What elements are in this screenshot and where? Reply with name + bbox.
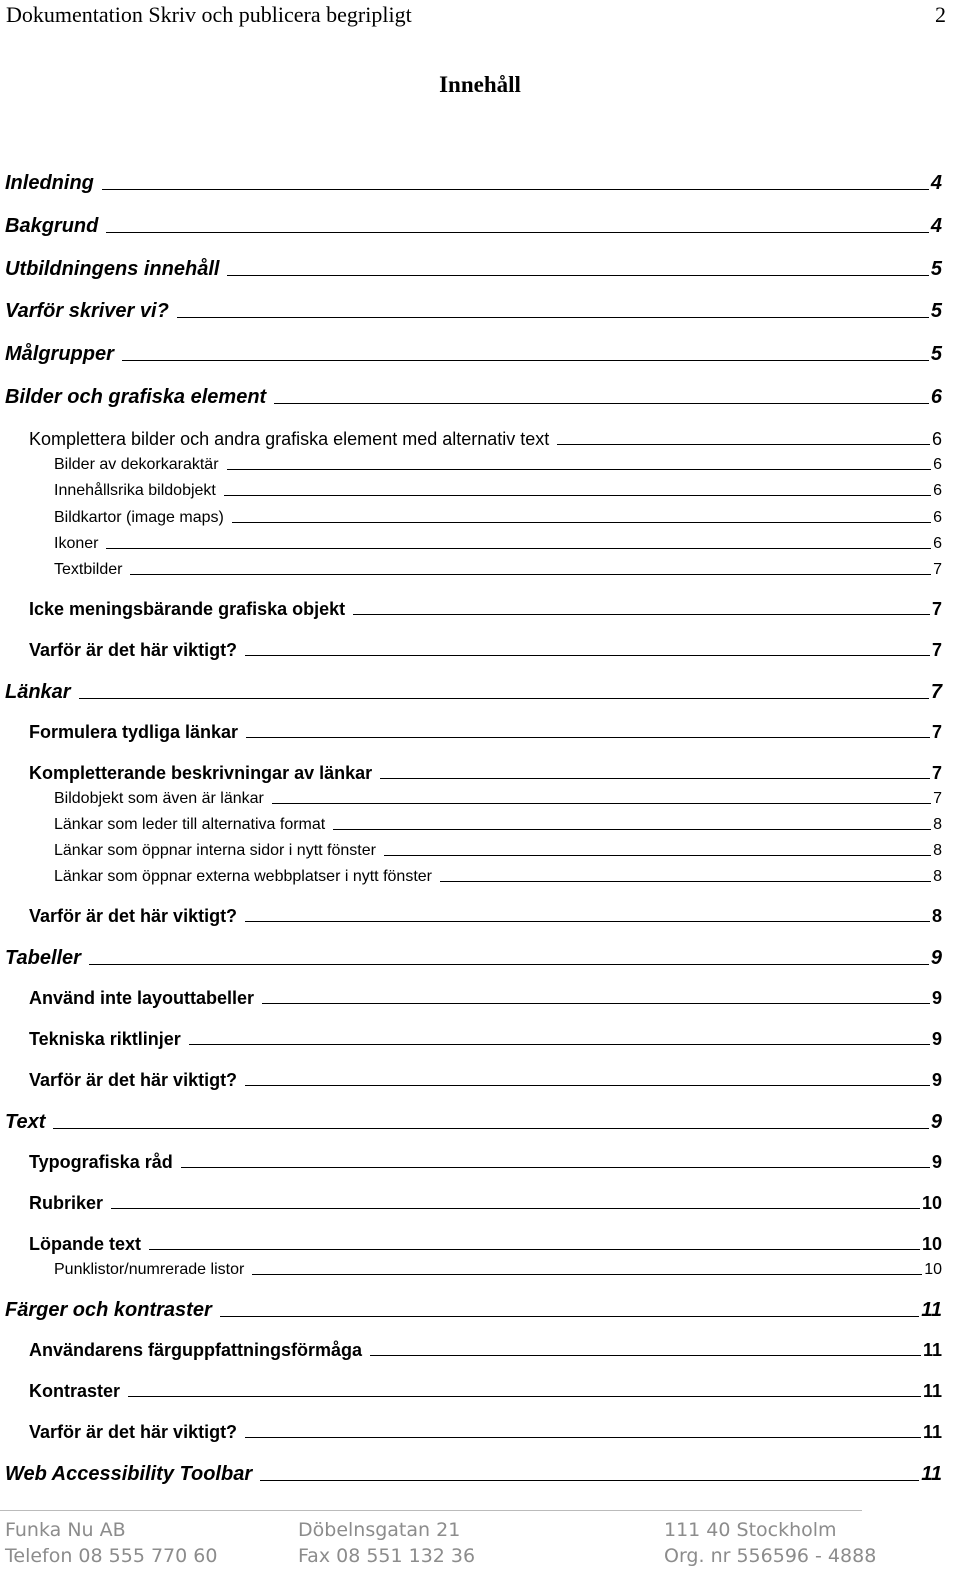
toc-entry-label: Användarens färguppfattningsförmåga <box>29 1340 363 1360</box>
toc-leader-line <box>245 1085 930 1086</box>
toc-entry-label: Målgrupper <box>5 343 114 365</box>
toc-entry-label: Utbildningens innehåll <box>5 258 220 280</box>
toc-leader-line <box>189 1044 930 1045</box>
footer-company: Funka Nu AB <box>5 1519 126 1541</box>
toc-entry-page: 9 <box>931 1029 942 1049</box>
toc-entry[interactable] <box>54 561 942 579</box>
toc-leader-line <box>384 855 931 856</box>
toc-entry-page: 9 <box>930 1111 942 1133</box>
toc-leader-line <box>111 1208 920 1209</box>
toc-entry-label: Kontraster <box>29 1381 121 1401</box>
document-title: Dokumentation Skriv och publicera begripligt <box>6 2 412 27</box>
toc-entry-page: 6 <box>933 509 942 526</box>
footer-phone: Telefon 08 555 770 60 <box>5 1545 218 1567</box>
toc-entry[interactable] <box>5 1463 942 1486</box>
toc-entry[interactable] <box>5 343 942 366</box>
toc-entry-page: 9 <box>931 988 942 1008</box>
toc-entry[interactable] <box>54 842 942 860</box>
footer-street: Döbelnsgatan 21 <box>298 1519 461 1541</box>
toc-entry[interactable] <box>5 215 942 238</box>
toc-entry-page: 4 <box>930 172 942 194</box>
toc-entry-label: Tabeller <box>5 947 81 969</box>
toc-leader-line <box>252 1274 922 1275</box>
toc-entry[interactable] <box>5 947 942 970</box>
toc-entry[interactable] <box>29 1381 942 1402</box>
toc-entry-label: Länkar som öppnar externa webbplatser i nytt fönster <box>54 868 432 885</box>
toc-leader-line <box>128 1396 921 1397</box>
toc-entry-label: Web Accessibility Toolbar <box>5 1463 253 1485</box>
toc-entry-label: Varför skriver vi? <box>5 300 169 322</box>
toc-entry[interactable] <box>54 790 942 808</box>
toc-entry-label: Ikoner <box>54 535 99 552</box>
toc-leader-line <box>380 778 930 779</box>
toc-leader-line <box>245 921 930 922</box>
toc-leader-line <box>181 1167 930 1168</box>
toc-entry-page: 6 <box>933 535 942 552</box>
toc-leader-line <box>557 444 930 445</box>
toc-entry-label: Inledning <box>5 172 94 194</box>
toc-entry-label: Länkar som leder till alternativa format <box>54 816 326 833</box>
toc-entry-page: 11 <box>921 1463 942 1485</box>
toc-entry[interactable] <box>29 1152 942 1173</box>
toc-leader-line <box>220 1316 920 1317</box>
toc-heading: Innehåll <box>439 72 521 97</box>
toc-entry-label: Färger och kontraster <box>5 1299 212 1321</box>
toc-entry-page: 11 <box>922 1422 942 1442</box>
toc-entry-page: 11 <box>922 1381 942 1401</box>
toc-entry-label: Icke meningsbärande grafiska objekt <box>29 599 346 619</box>
footer-divider <box>0 1510 862 1511</box>
toc-entry[interactable] <box>5 681 942 704</box>
toc-leader-line <box>89 964 929 965</box>
footer-city: 111 40 Stockholm <box>664 1519 837 1541</box>
toc-entry[interactable] <box>29 988 942 1009</box>
toc-entry[interactable] <box>54 482 942 500</box>
toc-entry[interactable] <box>29 599 942 620</box>
toc-entry-label: Kompletterande beskrivningar av länkar <box>29 763 373 783</box>
toc-entry-label: Länkar som öppnar interna sidor i nytt fönster <box>54 842 376 859</box>
toc-entry[interactable] <box>5 172 942 195</box>
toc-entry-label: Formulera tydliga länkar <box>29 722 239 742</box>
toc-entry-page: 7 <box>931 640 942 660</box>
toc-entry-page: 6 <box>931 429 942 449</box>
toc-entry-label: Bilder av dekorkaraktär <box>54 456 219 473</box>
toc-entry-page: 9 <box>930 947 942 969</box>
toc-entry-page: 8 <box>933 816 942 833</box>
toc-leader-line <box>177 317 929 318</box>
toc-entry[interactable] <box>29 429 942 450</box>
toc-leader-line <box>353 614 930 615</box>
toc-entry-label: Typografiska råd <box>29 1152 173 1172</box>
toc-entry-label: Varför är det här viktigt? <box>29 1422 238 1442</box>
toc-entry-page: 10 <box>921 1234 942 1254</box>
toc-leader-line <box>106 548 931 549</box>
toc-leader-line <box>440 881 931 882</box>
toc-entry-page: 10 <box>921 1193 942 1213</box>
toc-entry-label: Innehållsrika bildobjekt <box>54 482 216 499</box>
toc-entry-page: 6 <box>933 482 942 499</box>
toc-leader-line <box>79 698 929 699</box>
toc-entry-label: Varför är det här viktigt? <box>29 640 238 660</box>
toc-entry-label: Varför är det här viktigt? <box>29 1070 238 1090</box>
toc-leader-line <box>232 522 931 523</box>
toc-entry-label: Text <box>5 1111 46 1133</box>
toc-leader-line <box>274 403 929 404</box>
toc-leader-line <box>245 1437 921 1438</box>
toc-entry-page: 7 <box>931 599 942 619</box>
page-header <box>6 0 954 30</box>
toc-entry[interactable] <box>29 906 942 927</box>
toc-entry[interactable] <box>29 1234 942 1255</box>
toc-entry-page: 9 <box>931 1152 942 1172</box>
toc-entry-page: 7 <box>930 681 942 703</box>
toc-entry-label: Tekniska riktlinjer <box>29 1029 181 1049</box>
toc-entry-label: Bilder och grafiska element <box>5 386 267 408</box>
toc-entry[interactable] <box>29 1070 942 1091</box>
toc-entry[interactable] <box>5 258 942 281</box>
toc-entry-page: 11 <box>921 1299 942 1321</box>
toc-entry-label: Bildobjekt som även är länkar <box>54 790 264 807</box>
toc-entry[interactable] <box>29 640 942 661</box>
toc-entry-label: Rubriker <box>29 1193 104 1213</box>
toc-entry-label: Löpande text <box>29 1234 142 1254</box>
toc-entry-page: 6 <box>930 386 942 408</box>
toc-entry[interactable] <box>29 1193 942 1214</box>
toc-leader-line <box>102 189 929 190</box>
toc-entry-label: Använd inte layouttabeller <box>29 988 255 1008</box>
toc-leader-line <box>272 803 931 804</box>
toc-entry[interactable] <box>5 386 942 409</box>
toc-entry[interactable] <box>29 1029 942 1050</box>
toc-entry[interactable] <box>29 722 942 743</box>
toc-entry[interactable] <box>54 1261 942 1279</box>
toc-leader-line <box>122 360 929 361</box>
toc-leader-line <box>227 275 928 276</box>
toc-leader-line <box>227 469 932 470</box>
toc-entry-label: Punklistor/numrerade listor <box>54 1261 245 1278</box>
toc-entry[interactable] <box>54 868 942 886</box>
toc-entry-page: 5 <box>930 300 942 322</box>
toc-entry-page: 8 <box>931 906 942 926</box>
toc-entry[interactable] <box>5 1111 942 1134</box>
toc-entry[interactable] <box>54 535 942 553</box>
toc-entry-label: Länkar <box>5 681 71 703</box>
toc-entry-page: 7 <box>931 763 942 783</box>
toc-leader-line <box>224 495 931 496</box>
toc-leader-line <box>106 232 929 233</box>
toc-entry[interactable] <box>54 509 942 527</box>
toc-entry-page: 8 <box>933 868 942 885</box>
toc-entry[interactable] <box>29 1340 942 1361</box>
toc-leader-line <box>370 1355 921 1356</box>
toc-entry-page: 8 <box>933 842 942 859</box>
toc-entry-page: 7 <box>933 561 942 578</box>
toc-entry[interactable] <box>5 1299 942 1322</box>
toc-entry[interactable] <box>54 456 942 474</box>
toc-entry-page: 6 <box>933 456 942 473</box>
footer-org-number: Org. nr 556596 - 4888 <box>664 1545 877 1567</box>
toc-entry-label: Bakgrund <box>5 215 99 237</box>
toc-entry[interactable] <box>5 300 942 323</box>
toc-leader-line <box>262 1003 930 1004</box>
toc-entry-label: Bildkartor (image maps) <box>54 509 224 526</box>
toc-leader-line <box>130 574 931 575</box>
toc-leader-line <box>53 1128 928 1129</box>
toc-leader-line <box>333 829 931 830</box>
toc-leader-line <box>149 1249 920 1250</box>
toc-entry-label: Komplettera bilder och andra grafiska element med alternativ text <box>29 429 550 449</box>
toc-entry-page: 4 <box>930 215 942 237</box>
toc-entry-page: 7 <box>933 790 942 807</box>
toc-entry-page: 9 <box>931 1070 942 1090</box>
toc-entry-label: Textbilder <box>54 561 123 578</box>
footer-fax: Fax 08 551 132 36 <box>298 1545 476 1567</box>
toc-entry[interactable] <box>29 763 942 784</box>
toc-entry-page: 11 <box>922 1340 942 1360</box>
toc-leader-line <box>245 655 930 656</box>
toc-entry-page: 5 <box>930 343 942 365</box>
toc-entry-page: 7 <box>931 722 942 742</box>
toc-entry[interactable] <box>54 816 942 834</box>
toc-entry-page: 10 <box>924 1261 942 1278</box>
toc-entry[interactable] <box>29 1422 942 1443</box>
page-number: 2 <box>935 2 946 27</box>
toc-entry-label: Varför är det här viktigt? <box>29 906 238 926</box>
toc-entry-page: 5 <box>930 258 942 280</box>
toc-leader-line <box>260 1480 919 1481</box>
toc-leader-line <box>246 737 930 738</box>
